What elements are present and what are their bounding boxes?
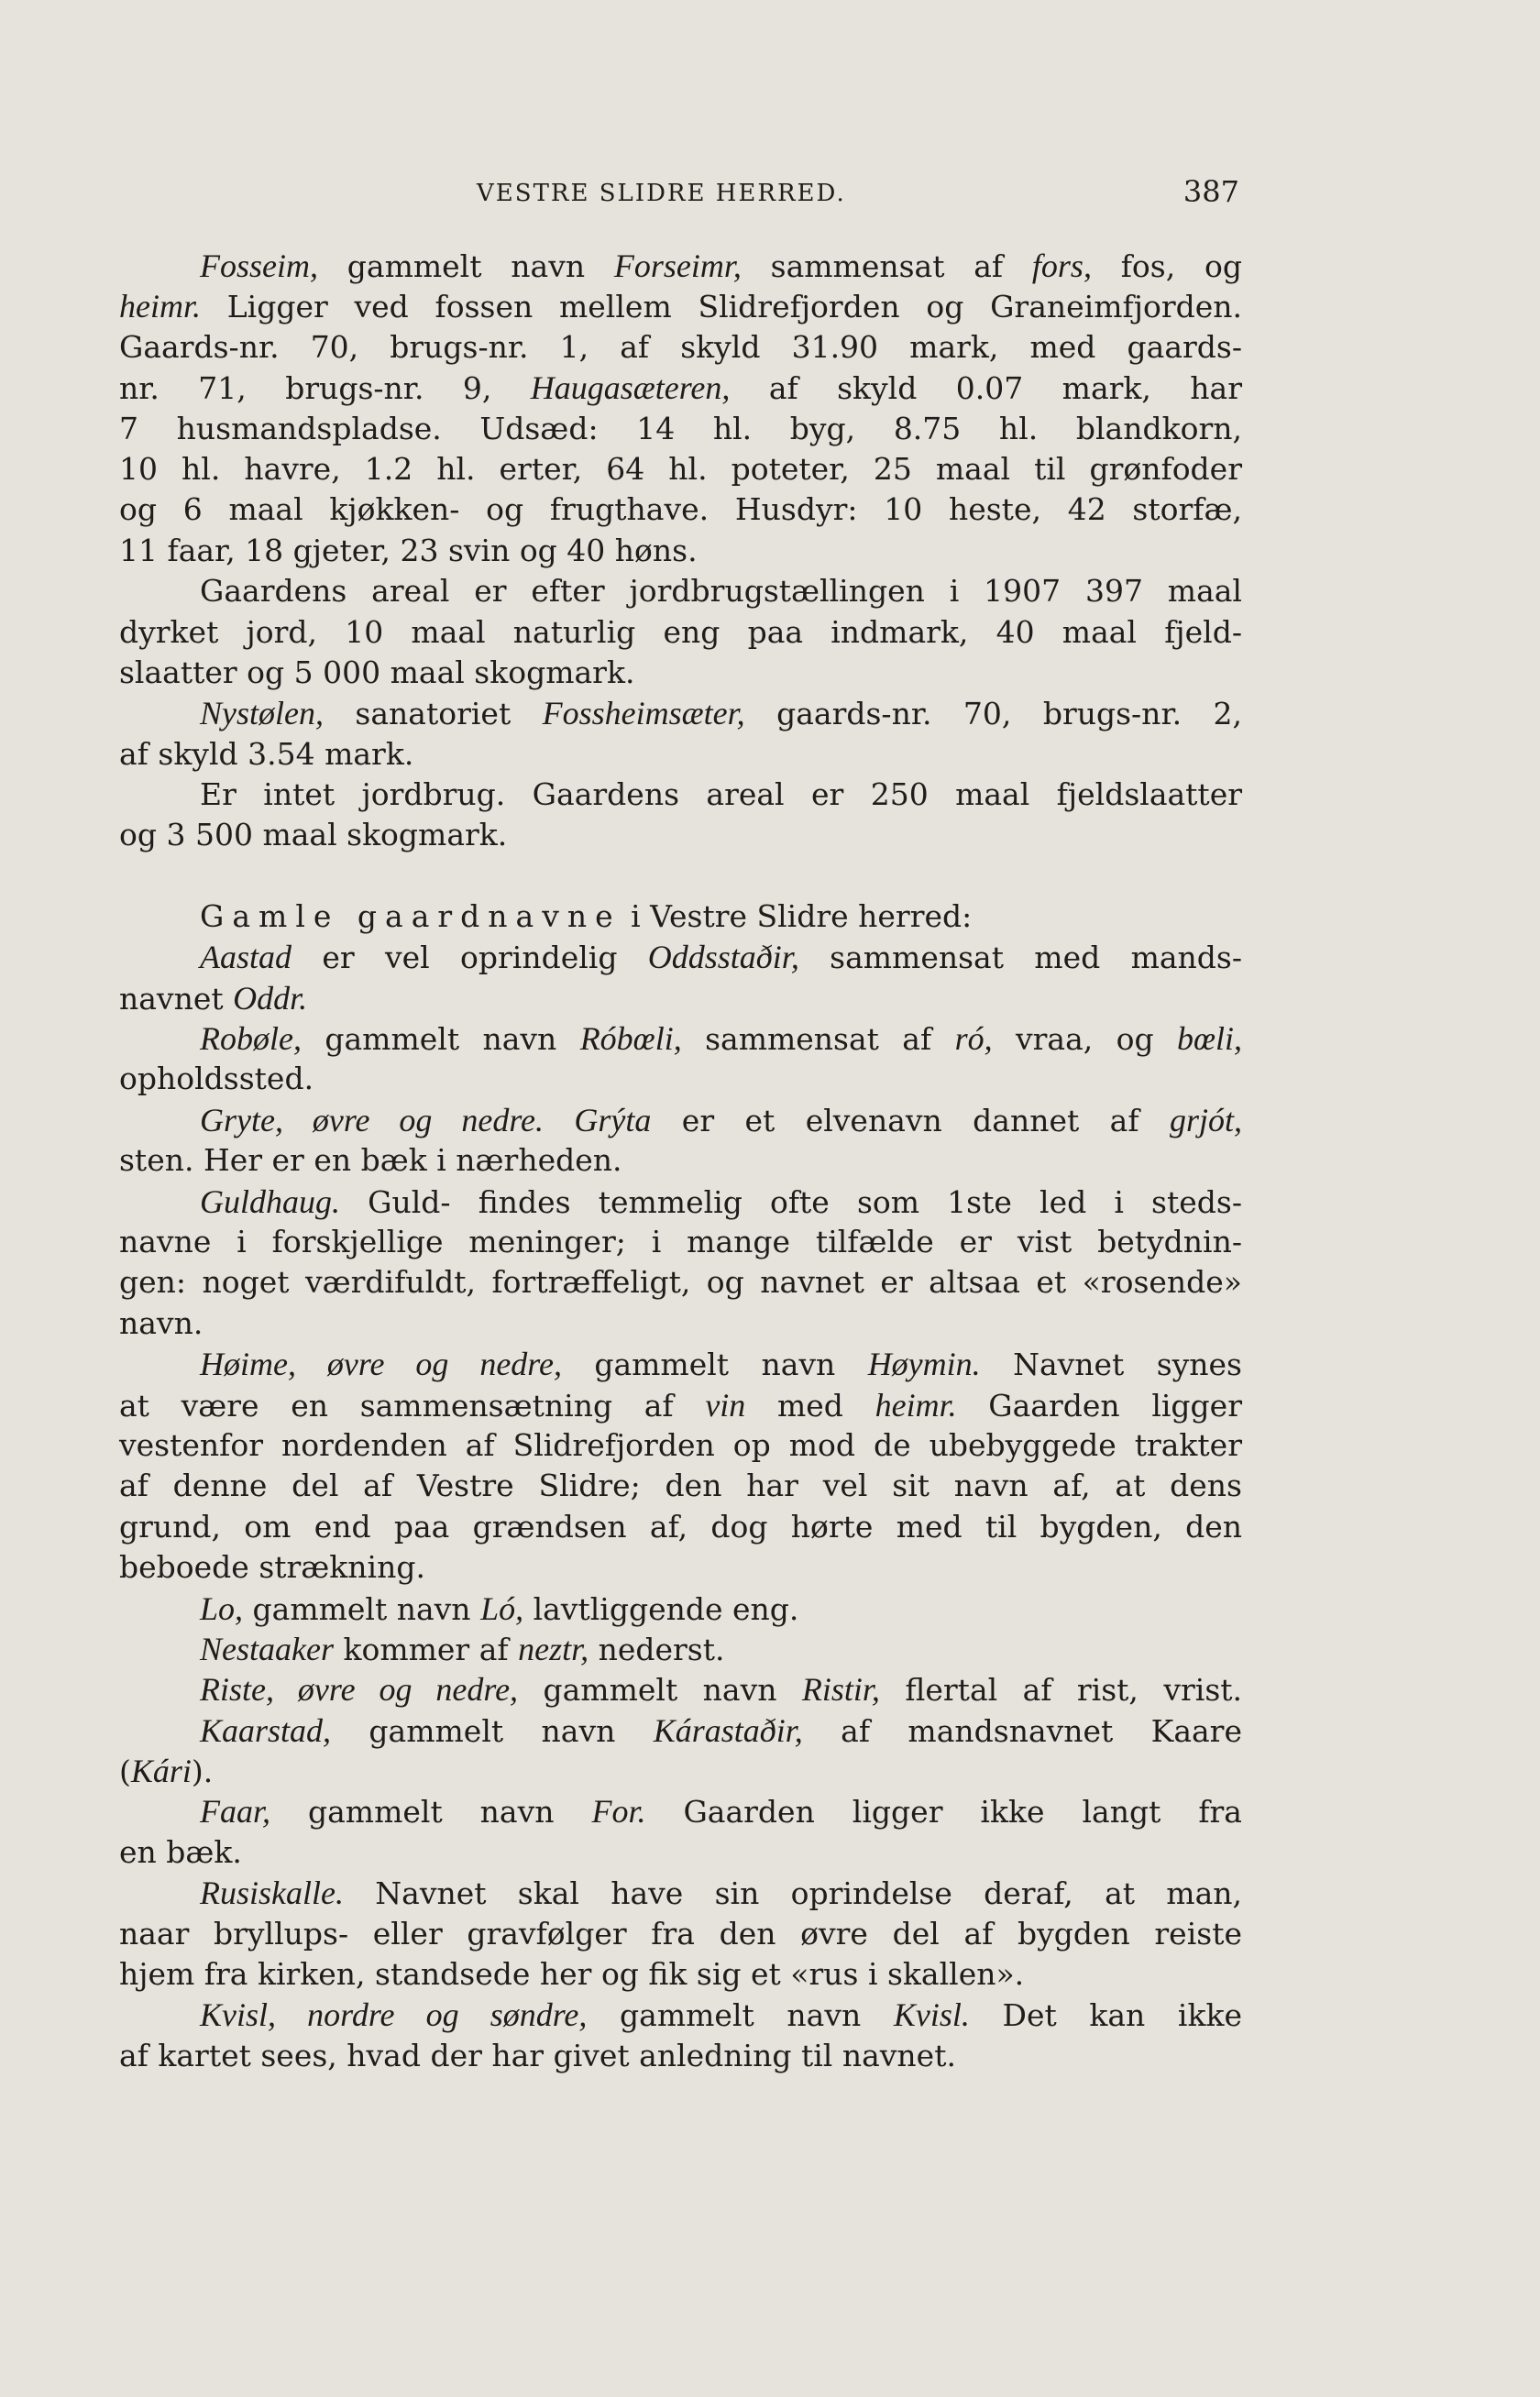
text-line <box>119 1914 1242 1954</box>
text-run: gaards-nr. 70, brugs-nr. 2, <box>744 696 1243 732</box>
text-line <box>119 815 1242 855</box>
place-name: Kvisl, nordre og søndre, <box>200 1996 588 2034</box>
etymon: neztr, <box>518 1630 589 1667</box>
text-line <box>119 286 1242 326</box>
old-name: For. <box>591 1793 646 1831</box>
text-run: nederst. <box>588 1631 725 1667</box>
text-run <box>544 1103 574 1138</box>
text-run: Gaarden ligger ikke langt fra <box>645 1794 1242 1831</box>
text-run: Navnet synes <box>980 1347 1242 1383</box>
text-line <box>119 1182 1242 1222</box>
text-line <box>119 1995 1242 2035</box>
etymon: grjót, <box>1169 1101 1242 1138</box>
old-name: Grýta <box>574 1101 652 1138</box>
text-run: at være en sammensætning af <box>119 1387 706 1424</box>
text-line <box>119 1791 1242 1831</box>
text-run: sammensat af <box>741 248 1032 284</box>
text-run: er vel oprindelig <box>292 940 648 976</box>
text-line <box>119 1385 1242 1425</box>
text-run: navne i forskjellige meninger; i mange tilfælde er vist betydnin- <box>119 1223 1242 1259</box>
text-line <box>119 327 1242 368</box>
text-run: Navnet skal have sin oprindelse deraf, at man, <box>343 1875 1242 1912</box>
running-title: VESTRE SLIDRE HERRED. <box>477 180 846 207</box>
section-gap <box>119 856 1242 896</box>
place-name: Guldhaug. <box>200 1182 340 1220</box>
text-run: Gaards-nr. 70, brugs-nr. 1, af skyld 31.90 mark, med gaards- <box>119 328 1242 365</box>
page-header <box>119 174 1239 214</box>
etymon: ró, <box>954 1020 993 1058</box>
text-run: navnet <box>119 980 234 1017</box>
text-run: sten. Her er en bæk i nærheden. <box>119 1142 622 1179</box>
text-run: nr. 71, brugs-nr. 9, <box>119 370 531 407</box>
text-run: og 6 maal kjøkken- og frugthave. Husdyr: 10 heste, 42 storfæ, <box>119 491 1242 528</box>
text-run: hjem fra kirken, standsede her og fik sig et «rus i skallen». <box>119 1956 1025 1993</box>
place-name: Lo, <box>200 1589 244 1627</box>
text-line <box>119 693 1242 733</box>
text-line <box>119 368 1242 408</box>
text-run: gammelt navn <box>518 1672 802 1709</box>
place-name: Fossheimsæter, <box>542 695 745 732</box>
text-line <box>119 1262 1242 1303</box>
text-run: flertal af rist, vrist. <box>879 1672 1243 1709</box>
etymon: heimr. <box>119 288 201 325</box>
text-run: opholdssted. <box>119 1061 314 1097</box>
text-run: gen: noget værdifuldt, fortræffeligt, og navnet er altsaa et «rosende» <box>119 1264 1242 1301</box>
place-name: Kaarstad, <box>200 1711 332 1749</box>
section-heading <box>119 896 1242 937</box>
text-line <box>119 1303 1242 1344</box>
text-run: sammensat af <box>681 1021 955 1058</box>
text-line <box>119 1589 1242 1629</box>
text-run: grund, om end paa grændsen af, dog hørte med til bygden, den <box>119 1508 1242 1545</box>
place-name: Fosseim, <box>200 247 318 284</box>
text-line <box>119 1425 1242 1466</box>
spaced-heading: Gamle gaardnavne <box>200 897 622 934</box>
old-name: Róbœli, <box>579 1020 682 1058</box>
text-run: gammelt navn <box>270 1794 592 1831</box>
text-line <box>119 1059 1242 1099</box>
text-line <box>119 1710 1242 1751</box>
place-name: Faar, <box>200 1793 271 1831</box>
text-run: sammensat med mands- <box>798 940 1242 976</box>
text-line <box>119 246 1242 286</box>
text-run: af skyld 0.07 mark, har <box>730 370 1242 407</box>
text-run: sanatoriet <box>323 696 543 732</box>
place-name: Robøle, <box>200 1020 302 1058</box>
text-line <box>119 1100 1242 1140</box>
text-run: 7 husmandspladse. Udsæd: 14 hl. byg, 8.75 hl. blandkorn, <box>119 410 1242 446</box>
text-line <box>119 1466 1242 1506</box>
text-line <box>119 531 1242 571</box>
old-name: Ló, <box>480 1589 524 1627</box>
text-line <box>119 1018 1242 1059</box>
text-run: gammelt navn <box>301 1021 580 1058</box>
text-run: fos, og <box>1091 248 1242 284</box>
text-run: ). <box>191 1754 214 1790</box>
text-line <box>119 653 1242 693</box>
text-run: med <box>745 1387 875 1424</box>
text-run: beboede strækning. <box>119 1549 425 1586</box>
text-run: af kartet sees, hvad der har givet anledning til navnet. <box>119 2037 956 2073</box>
text-line <box>119 937 1242 977</box>
text-run: Er intet jordbrug. Gaardens areal er 250 maal fjeldslaatter <box>200 776 1242 813</box>
text-line <box>119 978 1242 1018</box>
text-line <box>119 1832 1242 1873</box>
text-run: og 3 500 maal skogmark. <box>119 817 508 853</box>
text-run: i Vestre Slidre herred: <box>621 897 973 934</box>
old-name: Oddr. <box>233 979 308 1017</box>
text-line <box>119 1873 1242 1913</box>
text-line <box>119 489 1242 530</box>
text-line <box>119 1140 1242 1181</box>
old-name: Forseimr, <box>613 247 742 284</box>
old-name: Ristir, <box>801 1671 880 1709</box>
text-run: navn. <box>119 1304 204 1341</box>
old-name: Kárastaðir, <box>653 1711 803 1749</box>
old-name: Oddsstaðir, <box>647 939 799 976</box>
text-line <box>119 734 1242 775</box>
text-run: gammelt navn <box>243 1590 481 1627</box>
place-name: Rusiskalle. <box>200 1875 344 1912</box>
text-run: gammelt navn <box>331 1712 654 1749</box>
text-run: Det kan ikke <box>969 1997 1242 2034</box>
text-line <box>119 409 1242 449</box>
text-run: lavtliggende eng. <box>523 1590 799 1627</box>
text-line <box>119 1222 1242 1262</box>
text-line <box>119 1507 1242 1547</box>
text-run: Gaarden ligger <box>956 1387 1242 1424</box>
text-line <box>119 1629 1242 1669</box>
place-name: Haugasæteren, <box>530 369 731 407</box>
old-name: Kári <box>130 1753 192 1790</box>
text-run: dyrket jord, 10 maal naturlig eng paa indmark, 40 maal fjeld- <box>119 613 1242 650</box>
text-line <box>119 612 1242 653</box>
place-name: Høime, øvre og nedre, <box>200 1346 562 1383</box>
text-run: slaatter og 5 000 maal skogmark. <box>119 654 635 690</box>
text-run: vestenfor nordenden af Slidrefjorden op mod de ubebyggede trakter <box>119 1426 1242 1463</box>
place-name: Riste, øvre og nedre, <box>200 1671 519 1709</box>
text-run: Ligger ved fossen mellem Slidrefjorden og Graneimfjorden. <box>201 289 1242 325</box>
place-name: Gryte, øvre og nedre. <box>200 1101 544 1138</box>
etymon: heimr. <box>874 1386 957 1424</box>
text-line <box>119 1954 1242 1995</box>
place-name: Aastad <box>200 939 292 976</box>
text-line <box>119 571 1242 611</box>
text-run: Guld- findes temmelig ofte som 1ste led i steds- <box>340 1183 1242 1220</box>
old-name: Kvisl. <box>893 1996 970 2034</box>
text-run: en bæk. <box>119 1833 242 1870</box>
text-line <box>119 775 1242 815</box>
etymon: fors, <box>1031 247 1092 284</box>
text-run: kommer af <box>333 1631 519 1667</box>
text-run: 11 faar, 18 gjeter, 23 svin og 40 høns. <box>119 532 698 568</box>
text-run: 10 hl. havre, 1.2 hl. erter, 64 hl. poteter, 25 maal til grønfoder <box>119 450 1242 487</box>
text-run: Gaardens areal er efter jordbrugstællingen i 1907 397 maal <box>200 573 1242 610</box>
etymon: vin <box>705 1386 746 1424</box>
text-line <box>119 1547 1242 1588</box>
text-run: af denne del af Vestre Slidre; den har vel sit navn af, at dens <box>119 1468 1242 1504</box>
text-line <box>119 1669 1242 1710</box>
place-name: Nystølen, <box>200 695 324 732</box>
text-run: vraa, og <box>992 1021 1177 1058</box>
page-number: 387 <box>1182 174 1239 209</box>
text-run: er et elvenavn dannet af <box>651 1102 1170 1138</box>
old-name: Høymin. <box>867 1346 981 1383</box>
text-line <box>119 1751 1242 1791</box>
text-line <box>119 449 1242 489</box>
place-name: Nestaaker <box>200 1630 334 1667</box>
text-run: gammelt navn <box>561 1347 868 1383</box>
text-run: af mandsnavnet Kaare <box>802 1712 1242 1749</box>
text-run: af skyld 3.54 mark. <box>119 735 414 772</box>
text-line <box>119 2036 1242 2076</box>
text-run: ( <box>119 1754 131 1790</box>
text-run: gammelt navn <box>587 1997 894 2034</box>
text-line <box>119 1344 1242 1384</box>
body-text <box>119 246 1242 2076</box>
text-run: gammelt navn <box>318 248 614 284</box>
etymon: bœli, <box>1176 1020 1242 1058</box>
text-run: naar bryllups- eller gravfølger fra den øvre del af bygden reiste <box>119 1915 1242 1952</box>
